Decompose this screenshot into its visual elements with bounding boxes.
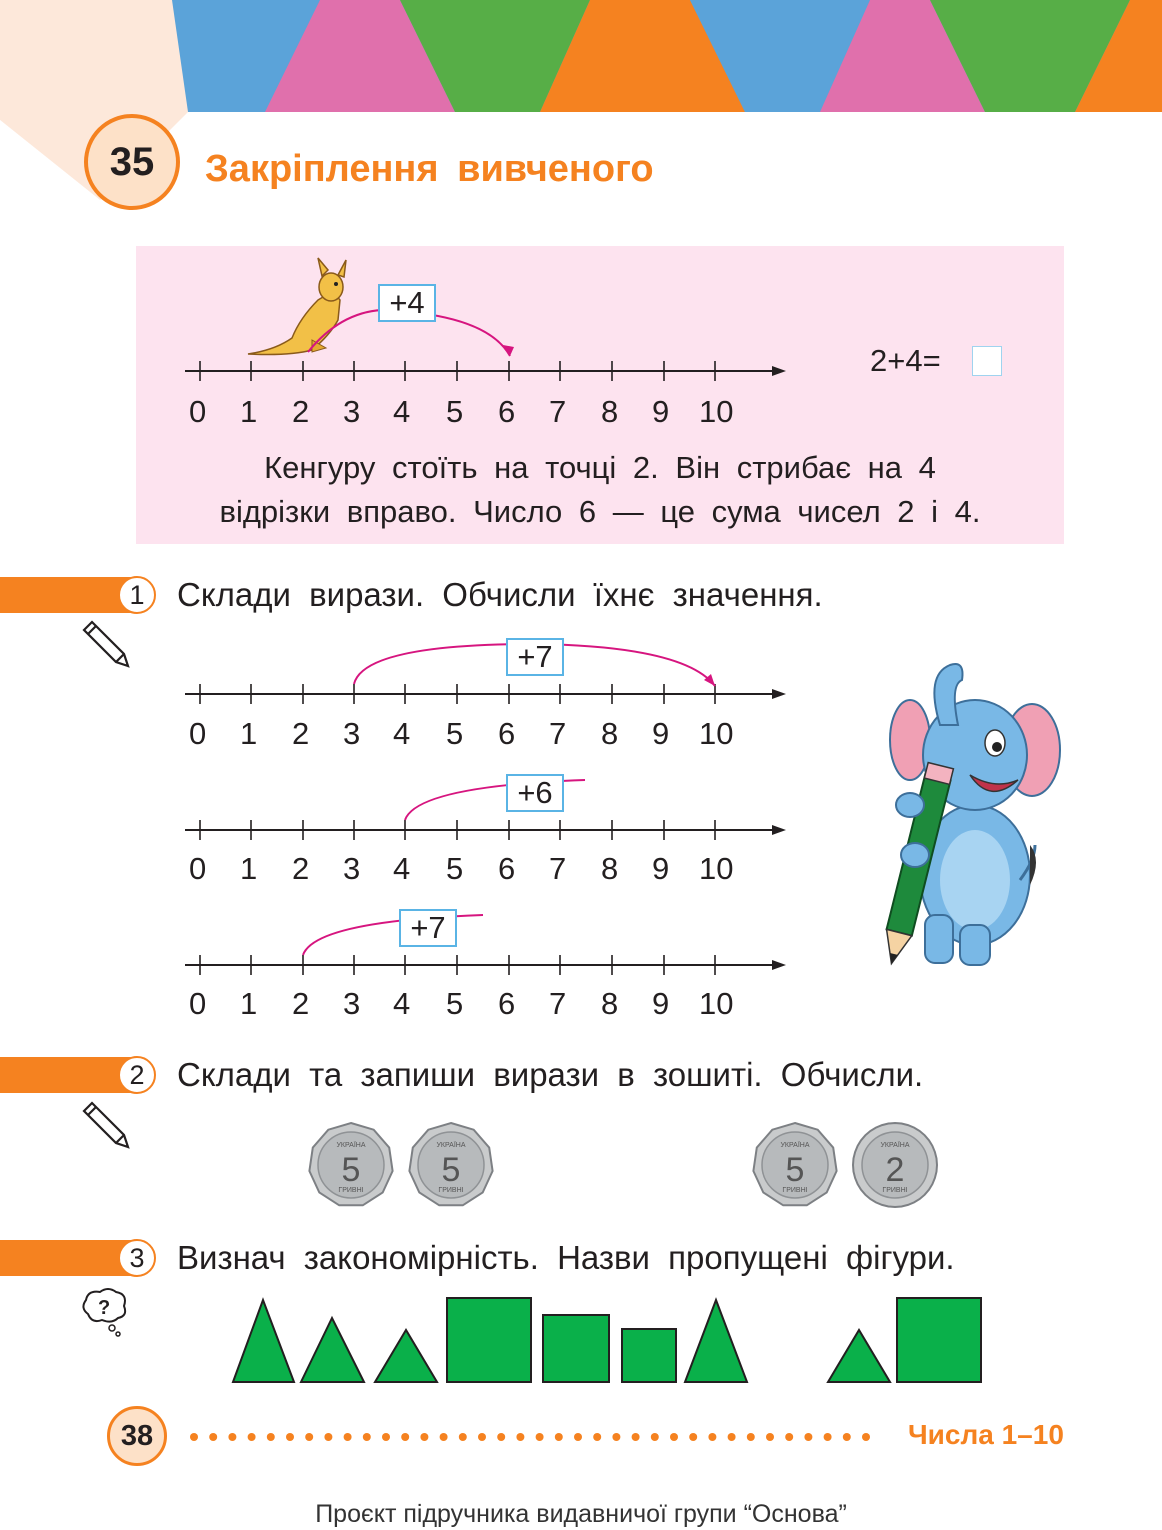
line-2-number-label-1: 1 <box>240 851 258 886</box>
footer-dot <box>728 1433 736 1441</box>
step-label-2: +6 <box>506 774 564 812</box>
footer-dot <box>286 1433 294 1441</box>
footer-dot <box>747 1433 755 1441</box>
intro-number-label-8: 8 <box>601 394 619 429</box>
line-3-number-label-8: 8 <box>601 986 619 1021</box>
footer-dot <box>382 1433 390 1441</box>
svg-text:5: 5 <box>785 1151 805 1189</box>
task-2-text: Склади та запиши вирази в зошиті. Обчисли. <box>177 1056 924 1093</box>
intro-explanation <box>140 446 1060 534</box>
intro-number-label-2: 2 <box>292 394 310 429</box>
intro-text-line-2: відрізки вправо. Число 6 — це сума чисел 2 і 4. <box>219 494 981 529</box>
footer-dot <box>862 1433 870 1441</box>
axis-arrow <box>772 366 786 376</box>
triangle-small-2 <box>828 1330 890 1382</box>
footer-dot <box>536 1433 544 1441</box>
intro-step-label: +4 <box>378 284 436 322</box>
line-2-number-label-6: 6 <box>498 851 516 886</box>
line-3-number-label-9: 9 <box>652 986 670 1021</box>
line-1-number-label-0: 0 <box>189 716 207 751</box>
footer-dot <box>305 1433 313 1441</box>
coin-5-hryvnia <box>751 1121 839 1209</box>
line-1-number-label-1: 1 <box>240 716 258 751</box>
kangaroo-icon <box>248 258 346 355</box>
intro-number-label-4: 4 <box>393 394 411 429</box>
line-3-number-label-4: 4 <box>393 986 411 1021</box>
footer-dot <box>593 1433 601 1441</box>
svg-text:5: 5 <box>441 1151 461 1189</box>
number-line-3 <box>185 915 786 975</box>
footer-dot <box>478 1433 486 1441</box>
line-1-number-label-6: 6 <box>498 716 516 751</box>
line-3-number-label-5: 5 <box>446 986 464 1021</box>
elephant-with-pencil-icon <box>870 655 1070 975</box>
line-2-number-label-9: 9 <box>652 851 670 886</box>
footer-dot <box>420 1433 428 1441</box>
intro-equation: 2+4= <box>870 343 941 378</box>
footer-dot <box>190 1433 198 1441</box>
line-1-number-label-7: 7 <box>549 716 567 751</box>
footer-section-title: Числа 1–10 <box>908 1419 1064 1450</box>
intro-number-label-6: 6 <box>498 394 516 429</box>
task-3-text: Визнач закономірність. Назви пропущені фігури. <box>177 1239 955 1276</box>
footer-dot <box>401 1433 409 1441</box>
footer-dot <box>766 1433 774 1441</box>
coin-5-hryvnia <box>307 1121 395 1209</box>
footer-dot <box>843 1433 851 1441</box>
footer-dot <box>785 1433 793 1441</box>
footer-dotted-rule <box>186 1420 886 1450</box>
intro-number-label-3: 3 <box>343 394 361 429</box>
svg-text:УКРАЇНА: УКРАЇНА <box>780 1142 810 1149</box>
axis-arrow <box>772 960 786 970</box>
footer-dot <box>574 1433 582 1441</box>
line-1-number-label-5: 5 <box>446 716 464 751</box>
line-1-number-label-9: 9 <box>652 716 670 751</box>
number-line-2 <box>185 780 786 840</box>
footer-dot <box>324 1433 332 1441</box>
task-1-text: Склади вирази. Обчисли їхнє значення. <box>177 576 823 613</box>
intro-answer-box[interactable] <box>972 346 1002 376</box>
svg-text:УКРАЇНА: УКРАЇНА <box>436 1142 466 1149</box>
footer-dot <box>632 1433 640 1441</box>
footer-dot <box>209 1433 217 1441</box>
task-1-number-lines <box>0 620 800 1020</box>
line-1-number-label-3: 3 <box>343 716 361 751</box>
square-medium-1 <box>543 1315 609 1382</box>
footer-dot <box>651 1433 659 1441</box>
footer-dot <box>612 1433 620 1441</box>
intro-number-label-7: 7 <box>549 394 567 429</box>
line-2-number-label-8: 8 <box>601 851 619 886</box>
axis-arrow <box>772 689 786 699</box>
step-label-3: +7 <box>399 909 457 947</box>
footer-dot <box>459 1433 467 1441</box>
lesson-title: Закріплення вивченого <box>205 148 654 190</box>
footer-dot <box>344 1433 352 1441</box>
svg-text:5: 5 <box>341 1151 361 1189</box>
square-large-1 <box>447 1298 531 1382</box>
line-1-number-label-8: 8 <box>601 716 619 751</box>
lesson-number-badge: 35 <box>84 114 180 210</box>
triangle-large-2 <box>685 1300 747 1382</box>
line-3-number-label-0: 0 <box>189 986 207 1021</box>
footer-dot <box>555 1433 563 1441</box>
line-2-number-label-7: 7 <box>549 851 567 886</box>
svg-text:2: 2 <box>885 1151 905 1189</box>
intro-number-label-1: 1 <box>240 394 258 429</box>
footer-dot <box>670 1433 678 1441</box>
intro-number-label-10: 10 <box>699 394 734 429</box>
footer-dot <box>228 1433 236 1441</box>
line-2-number-label-4: 4 <box>393 851 411 886</box>
line-2-number-label-3: 3 <box>343 851 361 886</box>
intro-number-label-5: 5 <box>446 394 464 429</box>
footer-dot <box>824 1433 832 1441</box>
line-1-number-label-2: 2 <box>292 716 310 751</box>
footer-dot <box>497 1433 505 1441</box>
intro-axis <box>185 361 786 381</box>
axis-arrow <box>772 825 786 835</box>
line-3-number-label-7: 7 <box>549 986 567 1021</box>
svg-text:ГРИВНІ: ГРИВНІ <box>782 1187 808 1194</box>
intro-number-label-9: 9 <box>652 394 670 429</box>
line-2-number-label-0: 0 <box>189 851 207 886</box>
line-3-number-label-10: 10 <box>699 986 734 1021</box>
line-2-number-label-5: 5 <box>446 851 464 886</box>
task-2-number: 2 <box>118 1056 156 1094</box>
line-3-number-label-1: 1 <box>240 986 258 1021</box>
triangle-medium-1 <box>301 1318 364 1382</box>
footer-dot <box>440 1433 448 1441</box>
line-1-number-label-4: 4 <box>393 716 411 751</box>
page-number: 38 <box>107 1406 167 1466</box>
triangle-small-1 <box>375 1330 437 1382</box>
footer-dot <box>516 1433 524 1441</box>
footer-dot <box>708 1433 716 1441</box>
intro-text-line-1: Кенгуру стоїть на точці 2. Він стрибає на 4 <box>264 450 936 485</box>
svg-text:УКРАЇНА: УКРАЇНА <box>336 1142 366 1149</box>
svg-text:?: ? <box>98 1297 111 1319</box>
step-label-1: +7 <box>506 638 564 676</box>
coin-2-hryvnia <box>851 1121 939 1209</box>
number-line-1 <box>185 644 786 704</box>
line-3-number-label-2: 2 <box>292 986 310 1021</box>
coin-5-hryvnia <box>407 1121 495 1209</box>
line-2-number-label-10: 10 <box>699 851 734 886</box>
line-2-number-label-2: 2 <box>292 851 310 886</box>
svg-text:ГРИВНІ: ГРИВНІ <box>438 1187 464 1194</box>
task-3-number: 3 <box>118 1239 156 1277</box>
footer-credit: Проєкт підручника видавничої групи “Основа” <box>315 1500 847 1528</box>
task-1-number: 1 <box>118 576 156 614</box>
svg-text:УКРАЇНА: УКРАЇНА <box>880 1142 910 1149</box>
shape-pattern <box>0 1290 1000 1390</box>
footer-dot <box>267 1433 275 1441</box>
line-1-number-label-10: 10 <box>699 716 734 751</box>
pencil-icon <box>78 1097 132 1151</box>
svg-text:ГРИВНІ: ГРИВНІ <box>882 1187 908 1194</box>
square-large-2 <box>897 1298 981 1382</box>
footer-dot <box>804 1433 812 1441</box>
line-3-number-label-6: 6 <box>498 986 516 1021</box>
svg-text:ГРИВНІ: ГРИВНІ <box>338 1187 364 1194</box>
intro-number-label-0: 0 <box>189 394 207 429</box>
line-3-number-label-3: 3 <box>343 986 361 1021</box>
footer-dot <box>363 1433 371 1441</box>
square-small-1 <box>622 1329 676 1382</box>
footer-dot <box>689 1433 697 1441</box>
footer-dot <box>248 1433 256 1441</box>
triangle-large-1 <box>233 1300 294 1382</box>
